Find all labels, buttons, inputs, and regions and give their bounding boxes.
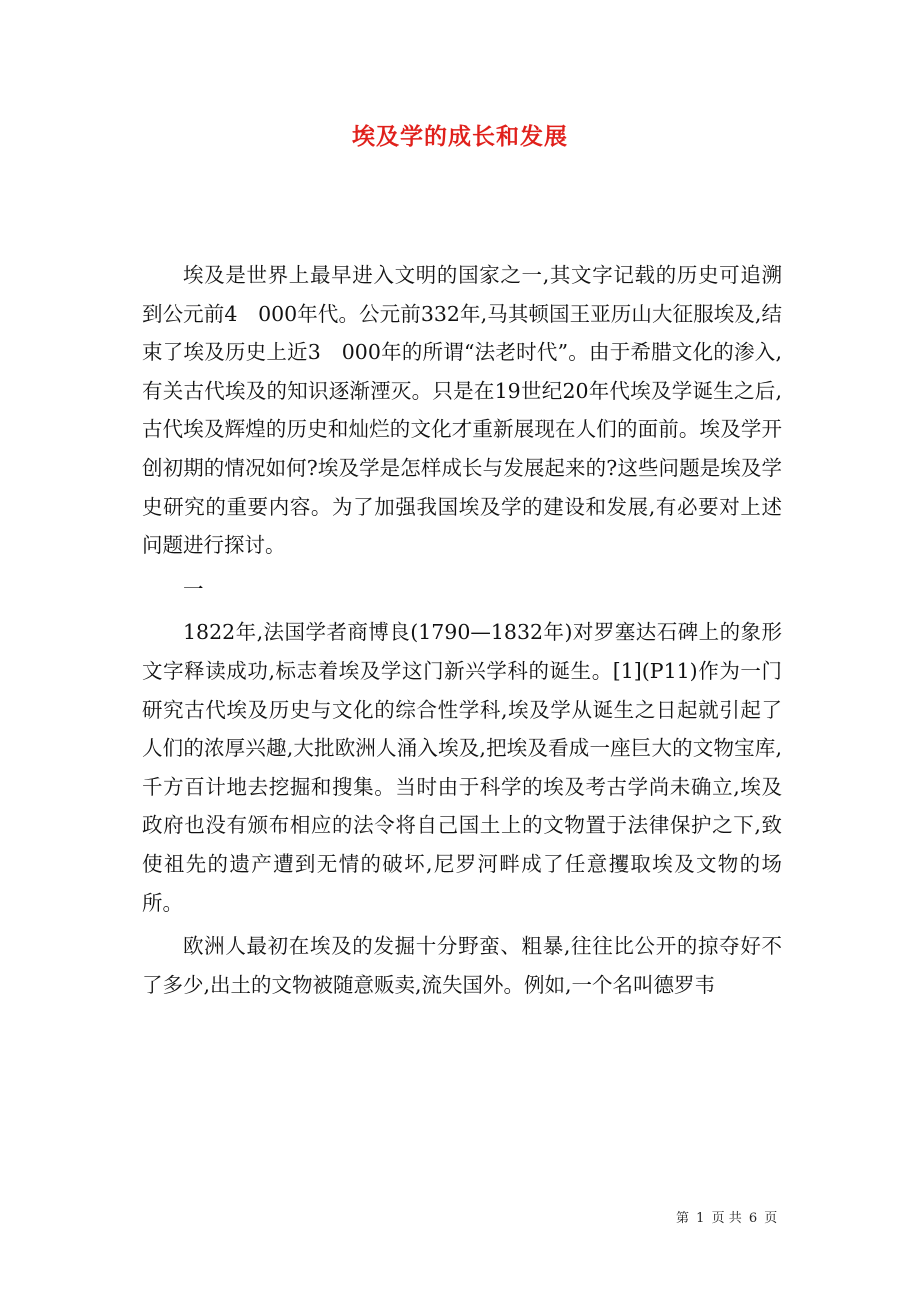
- page-number: 1: [696, 1211, 705, 1226]
- paragraph-intro: 埃及是世界上最早进入文明的国家之一,其文字记载的历史可追溯到公元前4 000年代。公元前332年,马其顿国王亚历山大征服埃及,结束了埃及历史上近3 000年的所谓“法老时代”。由于希腊文化的渗入,有关古代埃及的知识逐渐湮灭。只是在19世纪20年代埃及学诞生之后,古代埃及辉煌的历史和灿烂的文化才重新展现在人们的面前。埃及学开创初期的情况如何?埃及学是怎样成长与发展起来的?这些问题是埃及学史研究的重要内容。为了加强我国埃及学的建设和发展,有必要对上述问题进行探讨。: [142, 263, 782, 558]
- paragraph-excavation: 欧洲人最初在埃及的发掘十分野蛮、粗暴,往往比公开的掠夺好不了多少,出土的文物被随意贩卖,流失国外。例如,一个名叫德罗韦: [142, 934, 782, 997]
- footer-suffix: 页: [764, 1211, 778, 1226]
- section-heading-one: 一: [183, 576, 204, 601]
- document-body: [142, 256, 782, 1004]
- paragraph-champollion: 1822年,法国学者商博良(1790—1832年)对罗塞达石碑上的象形文字释读成功,标志着埃及学这门新兴学科的诞生。[1](P11)作为一门研究古代埃及历史与文化的综合性学科,埃及学从诞生之日起就引起了人们的浓厚兴趣,大批欧洲人涌入埃及,把埃及看成一座巨大的文物宝库,千方百计地去挖掘和搜集。当时由于科学的埃及考古学尚未确立,埃及政府也没有颁布相应的法令将自己国土上的文物置于法律保护之下,致使祖先的遗产遭到无情的破坏,尼罗河畔成了任意攫取埃及文物的场所。: [142, 620, 782, 915]
- footer-mid: 页 共: [711, 1211, 742, 1226]
- footer-prefix: 第: [676, 1211, 690, 1226]
- total-pages: 6: [748, 1211, 758, 1226]
- document-title: 埃及学的成长和发展: [352, 123, 568, 150]
- page-footer: [676, 1207, 796, 1226]
